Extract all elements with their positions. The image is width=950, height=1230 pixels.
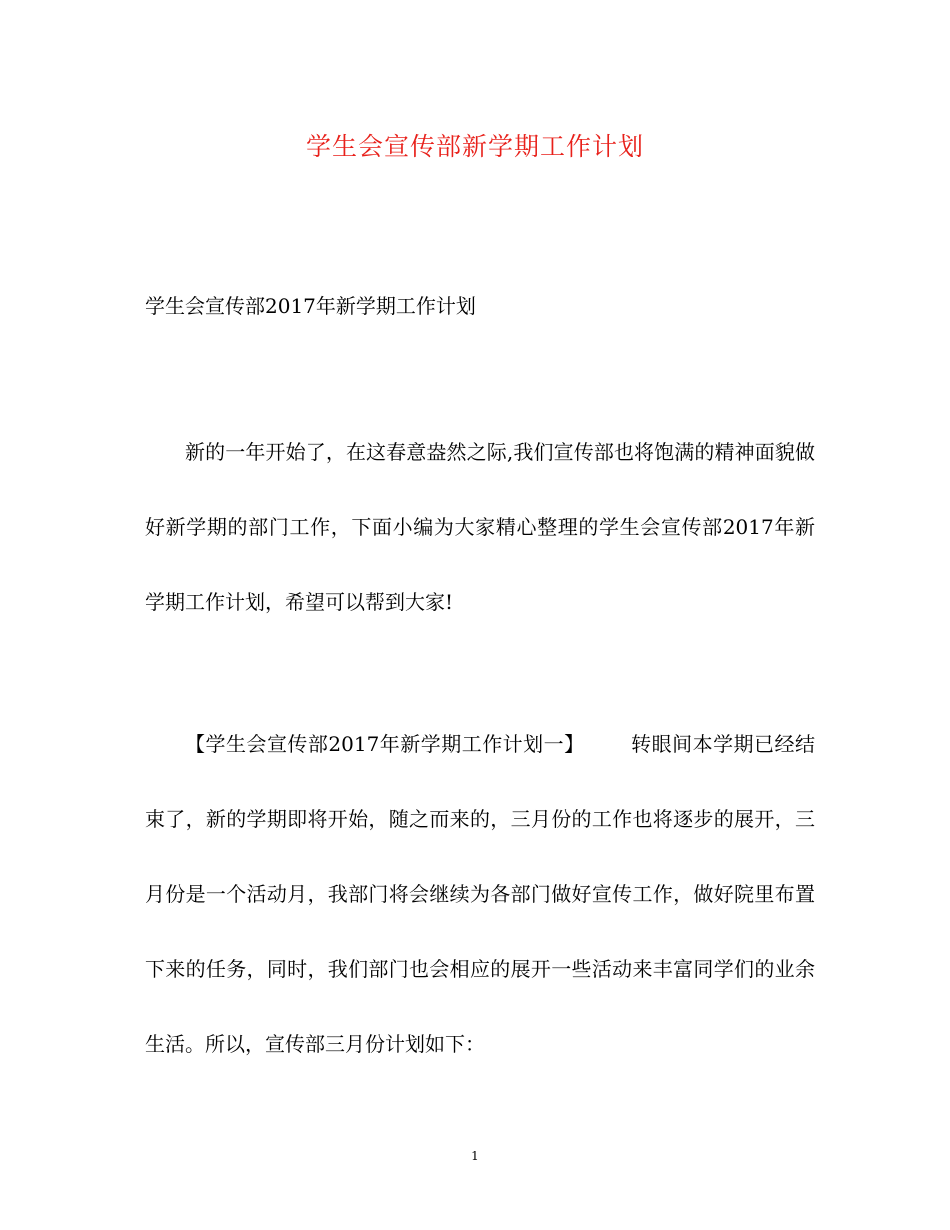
page-number: 1 [471, 1149, 479, 1163]
plan-section-heading: 【学生会宣传部2017年新学期工作计划一】 [185, 732, 585, 756]
plan-paragraph [145, 707, 815, 1082]
plan-body-text: 转眼间本学期已经结束了，新的学期即将开始，随之而来的，三月份的工作也将逐步的展开，三月份是一个活动月，我部门将会继续为各部门做好宣传工作，做好院里布置下来的任务，同时，我们部门也会相应的展开一些活动来丰富同学们的业余生活。所以，宣传部三月份计划如下： [145, 732, 816, 1056]
intro-paragraph: 新的一年开始了，在这春意盎然之际,我们宣传部也将饱满的精神面貌做好新学期的部门工作，下面小编为大家精心整理的学生会宣传部2017年新学期工作计划，希望可以帮到大家! [145, 440, 815, 614]
document-title: 学生会宣传部新学期工作计划 [305, 132, 644, 161]
document-subtitle: 学生会宣传部2017年新学期工作计划 [145, 294, 476, 318]
